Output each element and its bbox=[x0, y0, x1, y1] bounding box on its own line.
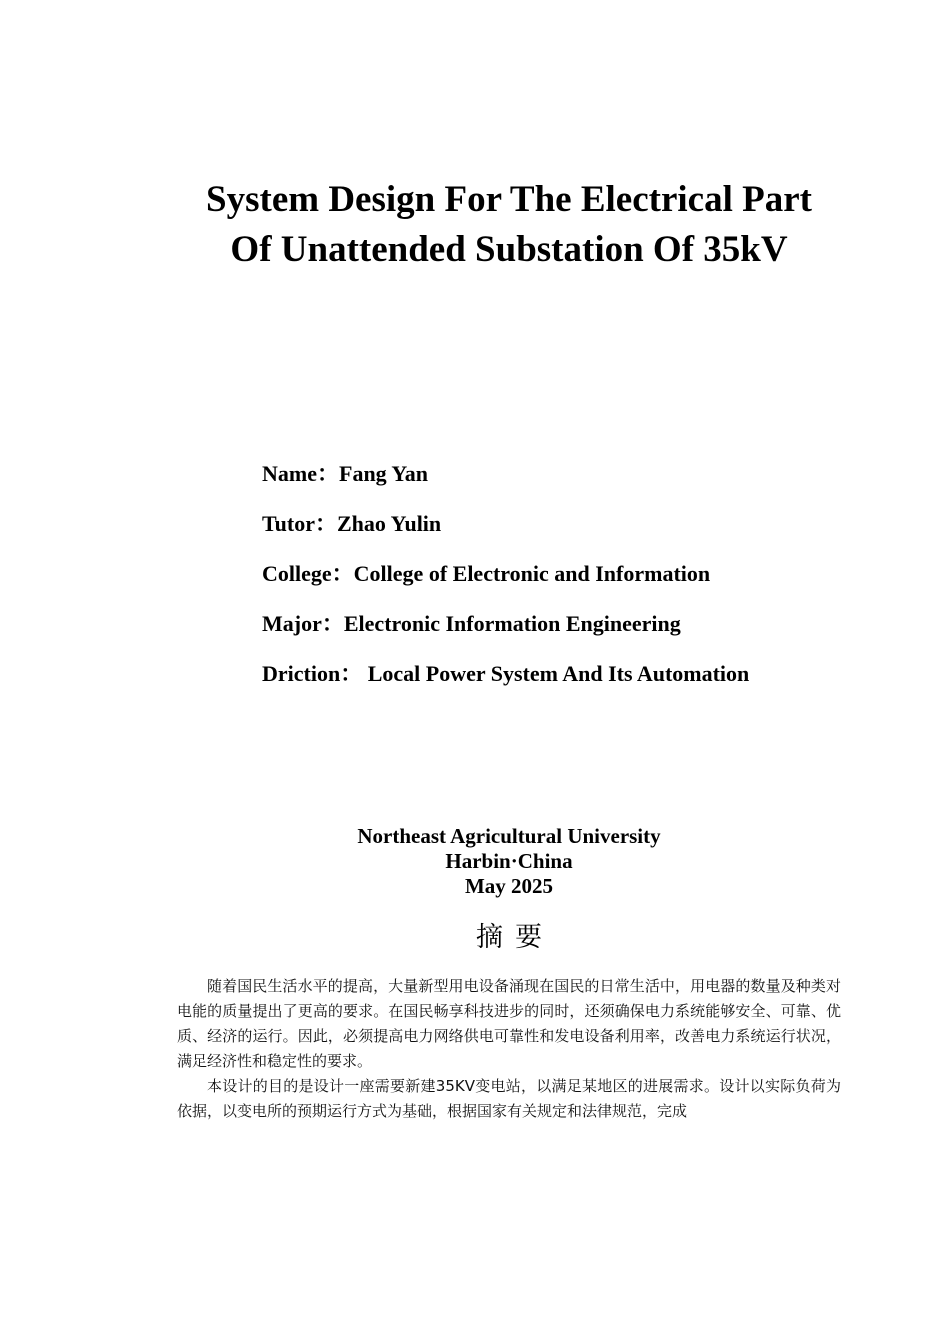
info-name-label: Name bbox=[262, 461, 317, 486]
info-college-label: College bbox=[262, 561, 332, 586]
abstract-body bbox=[177, 974, 841, 1124]
info-major-separator: ： bbox=[321, 611, 344, 636]
info-direction-value: Local Power System And Its Automation bbox=[367, 661, 750, 686]
location: Harbin·China bbox=[445, 849, 573, 873]
info-tutor-value: Zhao Yulin bbox=[337, 511, 442, 536]
info-college-separator: ： bbox=[331, 561, 354, 586]
info-major-value: Electronic Information Engineering bbox=[343, 611, 681, 636]
date: May 2025 bbox=[464, 874, 554, 898]
title-line-2: Of Unattended Substation Of 35kV bbox=[230, 229, 788, 270]
info-direction-label: Driction bbox=[262, 661, 341, 686]
info-direction-separator: ： bbox=[340, 661, 368, 686]
author-info-list bbox=[262, 459, 749, 709]
info-name bbox=[262, 459, 749, 509]
abstract-heading: 摘要 bbox=[476, 922, 554, 953]
info-major-label: Major bbox=[262, 611, 322, 636]
affiliation-block bbox=[150, 824, 868, 899]
info-major bbox=[262, 609, 749, 659]
info-college bbox=[262, 559, 749, 609]
abstract-paragraph-2: 本设计的目的是设计一座需要新建35KV变电站，以满足某地区的进展需求。设计以实际负荷为依据，以变电所的预期运行方式为基础，根据国家有关规定和法律规范，完成 bbox=[177, 1077, 841, 1120]
info-name-separator: ： bbox=[316, 461, 339, 486]
info-name-value: Fang Yan bbox=[339, 461, 429, 486]
info-tutor-label: Tutor bbox=[262, 511, 315, 536]
info-tutor bbox=[262, 509, 749, 559]
university-name: Northeast Agricultural University bbox=[357, 824, 661, 848]
document-title bbox=[150, 175, 868, 275]
info-direction bbox=[262, 659, 749, 709]
abstract-paragraph-1: 随着国民生活水平的提高，大量新型用电设备涌现在国民的日常生活中，用电器的数量及种类对电能的质量提出了更高的要求。在国民畅享科技进步的同时，还须确保电力系统能够安全、可靠、优质、经济的运行。因此，必须提高电力网络供电可靠性和发电设备利用率，改善电力系统运行状况，满足经济性和稳定性的要求。 bbox=[177, 977, 841, 1070]
info-tutor-separator: ： bbox=[314, 511, 337, 536]
title-line-1: System Design For The Electrical Part bbox=[206, 179, 812, 220]
info-college-value: College of Electronic and Information bbox=[353, 561, 711, 586]
